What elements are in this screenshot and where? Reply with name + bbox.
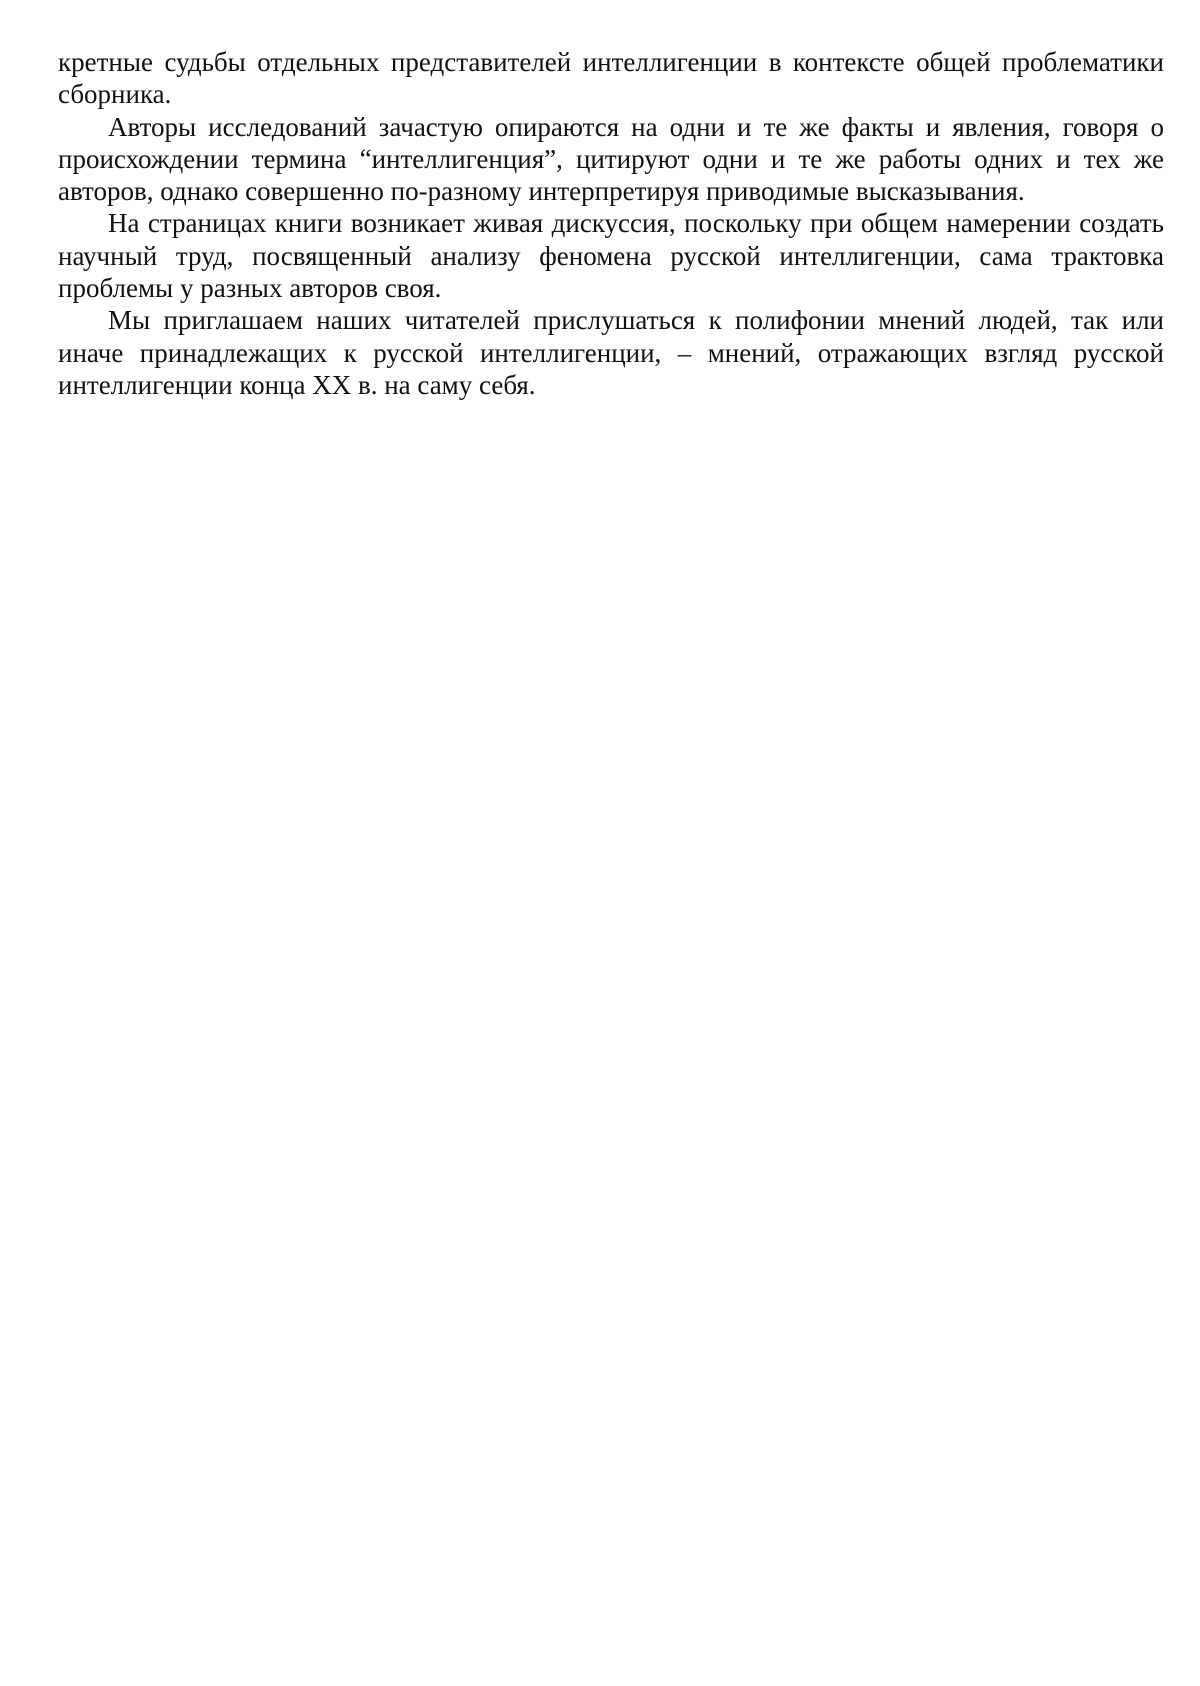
paragraph-authors-research: Авторы исследований зачастую опираются на одни и те же факты и явления, говоря о происхождении термина “интеллигенция”, цитируют одни и те же работы одних и тех же авторов, однако совершенно по-разному интерпретируя приводимые высказывания. [58,111,1164,207]
paragraph-discussion: На страницах книги возникает живая дискуссия, поскольку при общем намерении создать научный труд, посвященный анализу феномена русской интеллигенции, сама трактовка проблемы у разных авторов своя. [58,208,1164,304]
body-text [58,46,1164,401]
paragraph-continuation: кретные судьбы отдельных представителей интеллигенции в контексте общей проблематики сборника. [58,47,1164,110]
paragraph-invitation: Мы приглашаем наших читателей прислушаться к полифонии мнений людей, так или иначе принадлежащих к русской интеллигенции, – мнений, отражающих взгляд русской интеллигенции конца XX в. на саму себя. [58,305,1164,400]
